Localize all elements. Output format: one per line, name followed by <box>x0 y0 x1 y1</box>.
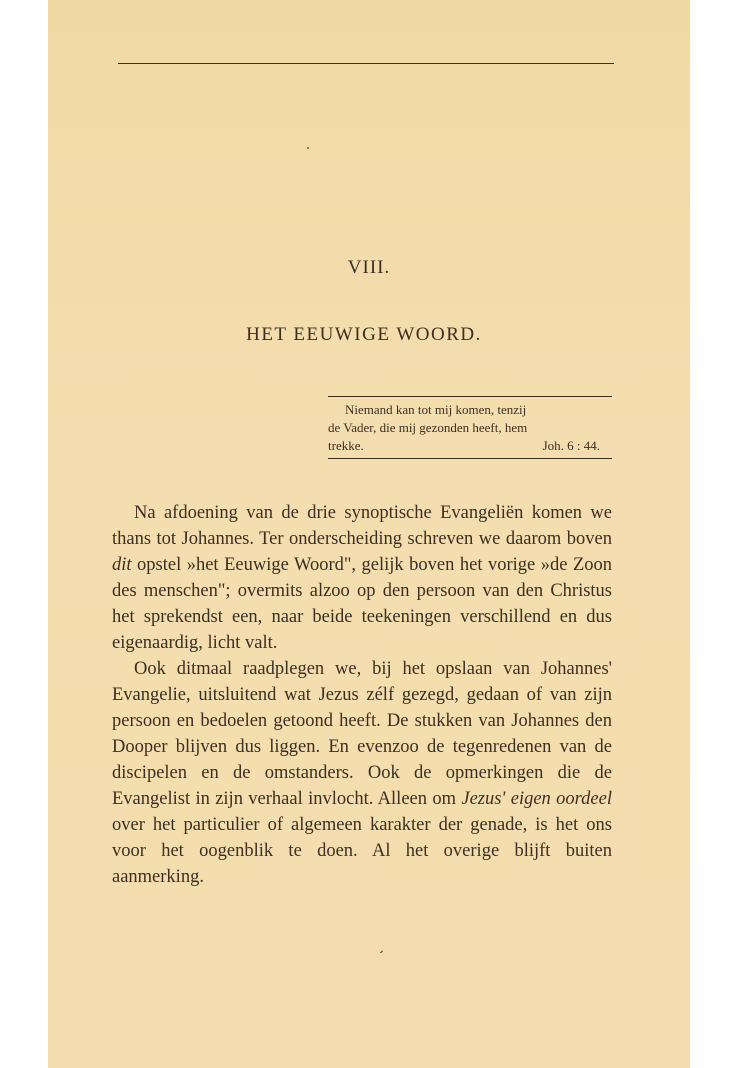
paragraph-2-text-c: over het particulier of algemeen karakter der genade, is het ons voor het oogenblik te doen. Al het overige blijft buiten aanmerking. <box>112 815 612 887</box>
epigraph-line-2: de Vader, die mij gezonden heeft, hem <box>328 420 528 435</box>
paragraph-2-italic: Jezus' eigen oordeel <box>461 789 612 809</box>
paragraph-1-text-a: Na afdoening van de drie synoptische Evangeliën komen we thans tot Johannes. Ter onderscheiding schreven we daarom boven <box>112 503 612 549</box>
ink-mark: ʼ <box>375 947 385 963</box>
paragraph-1-text-c: opstel »het Eeuwige Woord", gelijk boven het vorige »de Zoon des menschen"; overmits alzoo op den persoon van den Christus het sprekendst een, naar beide teekeningen verschillend en dus eigenaardig, licht valt. <box>112 555 612 653</box>
body-text <box>112 500 612 890</box>
paragraph-2-text-a: Ook ditmaal raadplegen we, bij het opslaan van Johannes' Evangelie, uitsluitend wat Jezus zélf gezegd, gedaan of van zijn persoon en bedoelen getoond heeft. De stukken van Johannes den Dooper blijven dus liggen. En evenzoo de tegenredenen van de discipelen en de omstanders. Ook de opmerkingen die de Evangelist in zijn verhaal invlocht. Alleen om <box>112 659 612 809</box>
epigraph-reference: Joh. 6 : 44. <box>542 438 600 453</box>
book-page <box>48 0 690 1068</box>
epigraph <box>328 396 612 459</box>
chapter-title: HET EEUWIGE WOORD. <box>246 324 482 345</box>
paragraph-1-italic: dit <box>112 555 132 575</box>
paper-speck <box>307 147 309 149</box>
chapter-number: VIII. <box>347 257 391 278</box>
epigraph-line-1: Niemand kan tot mij komen, tenzij <box>345 402 527 417</box>
epigraph-last-line <box>328 437 612 455</box>
paragraph-2 <box>112 656 612 890</box>
top-rule <box>118 63 614 64</box>
paragraph-1 <box>112 500 612 656</box>
epigraph-line-3: trekke. <box>328 438 364 453</box>
